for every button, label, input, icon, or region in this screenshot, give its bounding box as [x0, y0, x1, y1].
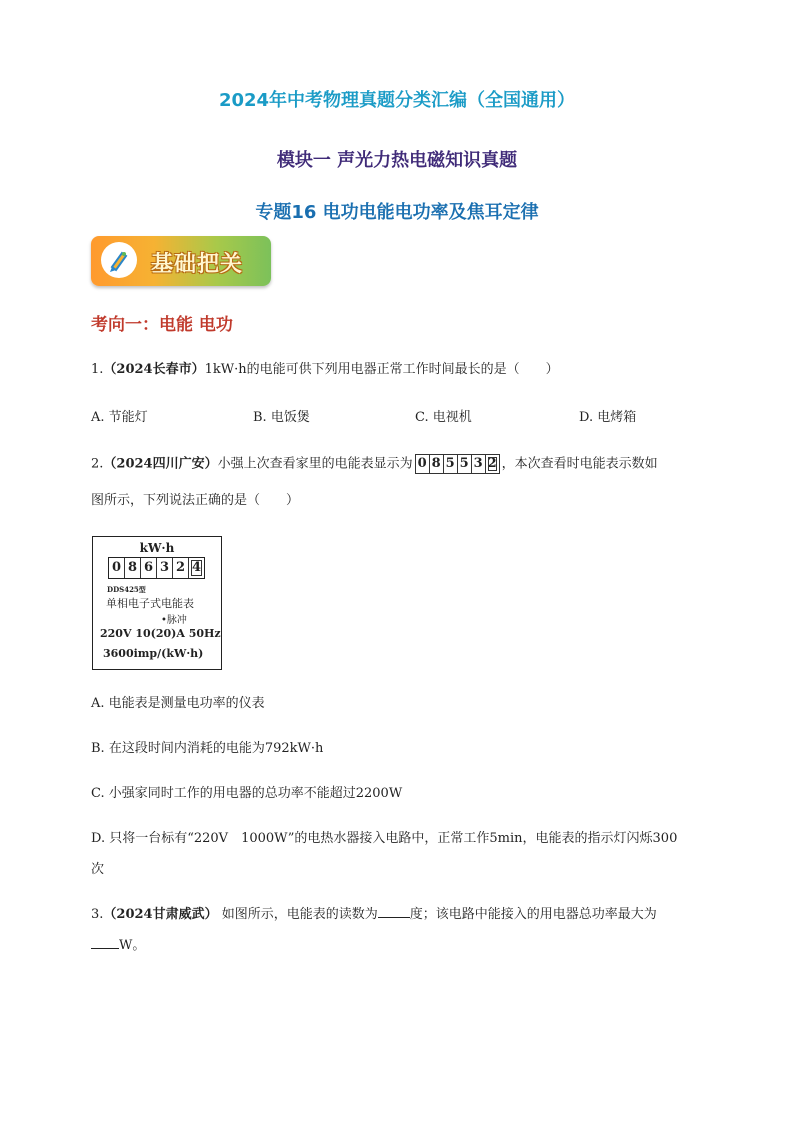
option-d-continued: 次: [91, 862, 105, 877]
meter-digit: 5: [444, 455, 458, 473]
meter-digit: 0: [109, 558, 125, 578]
meter-digit: 3: [472, 455, 486, 473]
meter-digit: 5: [458, 455, 472, 473]
meter-digit-decimal: 2: [487, 456, 497, 471]
question-3-line2: [91, 936, 711, 956]
question-source: （2024长春市）: [103, 362, 205, 377]
question-1: [91, 360, 711, 380]
section-heading: 考向一：电能 电功: [91, 315, 233, 335]
meter-spec: 220V 10(20)A 50Hz: [100, 627, 221, 640]
meter-model: DDS425型: [107, 585, 146, 594]
meter-unit: kW·h: [139, 541, 175, 555]
topic-title-text: 专题16 电功电能电功率及焦耳定律: [255, 202, 539, 223]
meter-pulse-label: •脉冲: [161, 615, 187, 626]
question-source: （2024四川广安）: [103, 456, 218, 472]
question-text: W。: [119, 938, 146, 953]
meter-digit: 0: [416, 455, 430, 473]
meter-digit: 3: [157, 558, 173, 578]
option-a: A. 电能表是测量电功率的仪表: [91, 696, 265, 711]
question-2-line2: 图所示，下列说法正确的是（ ）: [91, 493, 300, 508]
pen-icon: [101, 242, 137, 278]
meter-digit: 2: [173, 558, 189, 578]
meter-digit: 6: [141, 558, 157, 578]
topic-title: [0, 198, 794, 223]
meter-imp: 3600imp/(kW·h): [103, 647, 204, 660]
option-a: A. 节能灯: [91, 410, 148, 425]
option-c: C. 小强家同时工作的用电器的总功率不能超过2200W: [91, 786, 403, 801]
question-2: [91, 454, 731, 475]
previous-meter-reading: [415, 454, 500, 474]
meter-name: 单相电子式电能表: [106, 597, 194, 610]
option-b: B. 在这段时间内消耗的电能为792kW·h: [91, 741, 324, 756]
badge-label: 基础把关: [151, 252, 244, 277]
electric-meter-figure: [92, 536, 222, 670]
section-badge: [91, 236, 271, 286]
document-title: 2024年中考物理真题分类汇编（全国通用）: [218, 90, 576, 111]
question-text: 小强上次查看家里的电能表显示为: [217, 456, 413, 472]
question-number: 3.: [91, 907, 104, 922]
answer-blank[interactable]: [378, 905, 410, 918]
option-c: C. 电视机: [415, 410, 472, 425]
option-b: B. 电饭煲: [253, 410, 310, 425]
answer-blank[interactable]: [91, 936, 119, 949]
question-source: （2024甘肃威武）: [103, 907, 218, 922]
module-title: 模块一 声光力热电磁知识真题: [276, 150, 518, 171]
meter-digit: 8: [125, 558, 141, 578]
meter-digit: 8: [430, 455, 444, 473]
question-text: 1kW·h的电能可供下列用电器正常工作时间最长的是（ ）: [204, 362, 559, 377]
question-text: ，本次查看时电能表示数如: [501, 456, 658, 472]
option-d: D. 只将一台标有“220V 1000W”的电热水器接入电路中，正常工作5min，电能表的指示灯闪烁300: [91, 831, 678, 846]
question-text: 度；该电路中能接入的用电器总功率最大为: [409, 907, 657, 922]
question-3: [91, 905, 731, 925]
question-number: 2.: [91, 456, 104, 472]
question-text: 如图所示，电能表的读数为: [217, 907, 378, 922]
meter-digit-decimal: 4: [189, 558, 204, 578]
question-number: 1.: [91, 362, 104, 377]
meter-digits: [108, 557, 205, 579]
option-d: D. 电烤箱: [579, 410, 637, 425]
